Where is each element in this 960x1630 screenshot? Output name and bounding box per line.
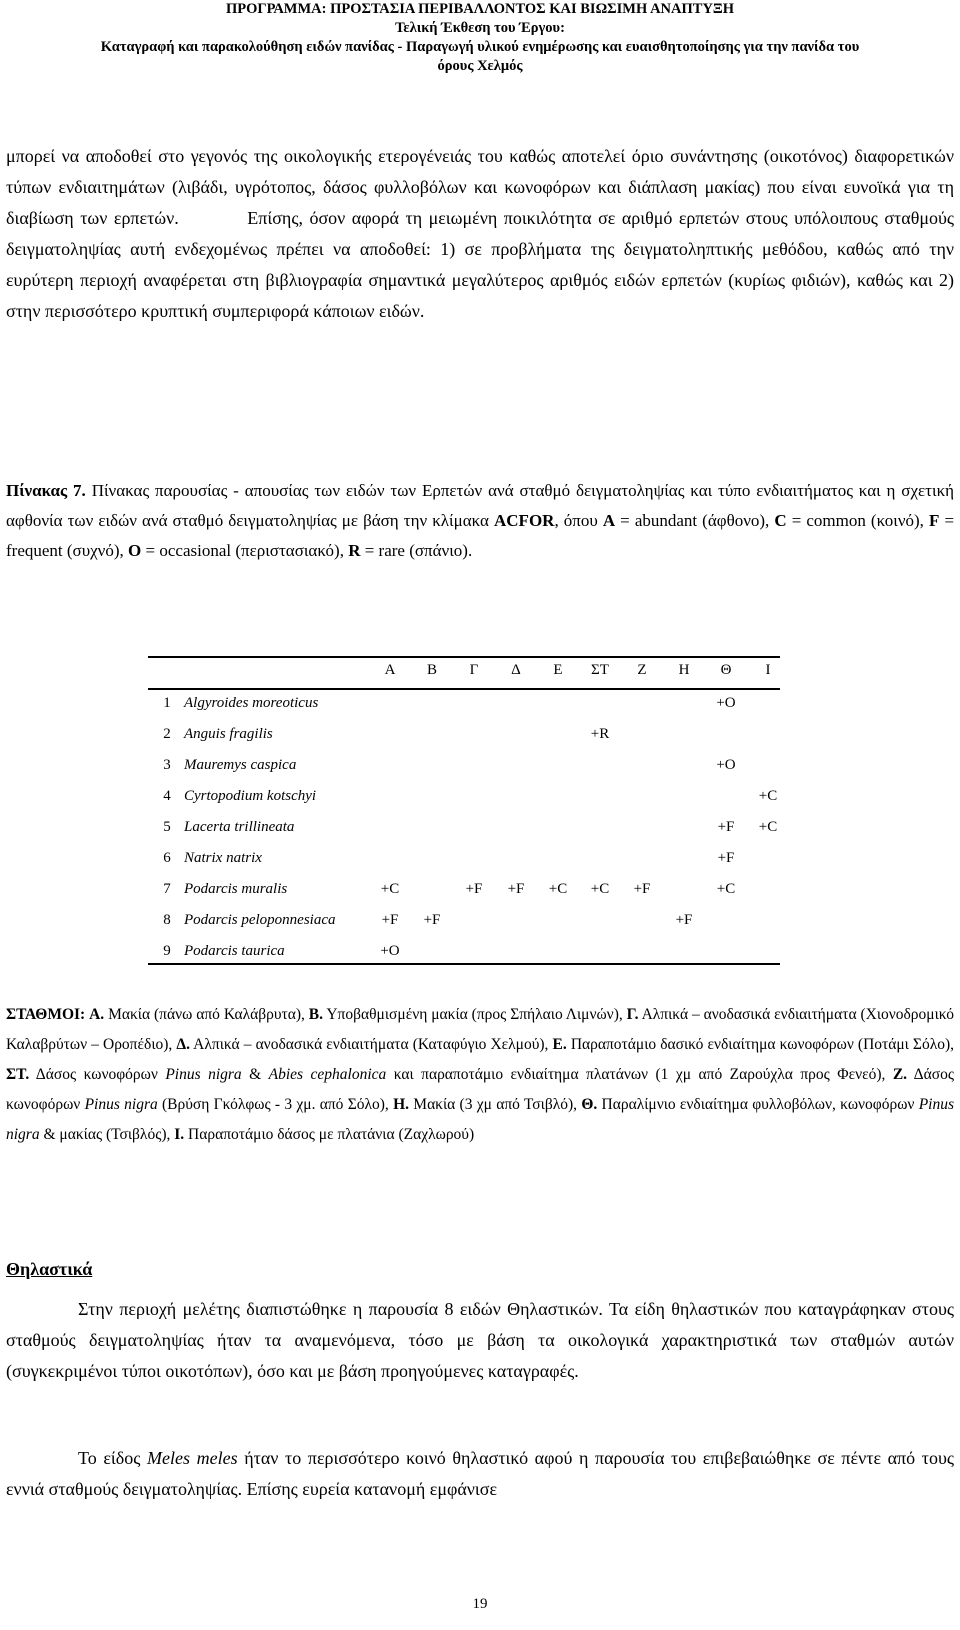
section-title-mammals: Θηλαστικά: [6, 1259, 93, 1279]
station-cell: [663, 812, 705, 843]
station-cell: [411, 843, 453, 874]
header-report-title: Τελική Έκθεση του Έργου:: [395, 20, 565, 36]
table-caption-label: Πίνακας 7.: [6, 481, 86, 500]
common-text: = common (κοινό),: [791, 511, 924, 530]
station-cell: [453, 688, 495, 719]
species-name: Podarcis taurica: [184, 943, 285, 959]
col-header: Γ: [469, 661, 479, 678]
header-program: ΠΡΟΓΡΑΜΜΑ: ΠΡΟΣΤΑΣΙΑ ΠΕΡΙΒΑΛΛΟΝΤΟΣ ΚΑΙ ΒΙΩΣΙΜΗ ΑΝΑΠΤΥΞΗ: [225, 1, 735, 17]
col-header: Ε: [553, 661, 563, 678]
station-cell: [747, 750, 789, 781]
occasional-text: = occasional (περιστασιακό),: [145, 541, 344, 560]
species-name: Anguis fragilis: [184, 726, 273, 742]
station-a: Μακία (πάνω από Καλάβρυτα),: [108, 1006, 305, 1023]
table-row: [152, 688, 789, 719]
station-cell: [495, 688, 537, 719]
station-cell: +O: [716, 757, 736, 773]
station-cell: [747, 688, 789, 719]
station-cell: [621, 688, 663, 719]
row-number: 5: [163, 819, 171, 835]
reptile-species-table: [152, 652, 789, 967]
row-number: 8: [163, 912, 171, 928]
station-d: Αλπικά – ανοδασικά ενδιαιτήματα (Καταφύγιο Χελμού),: [193, 1036, 549, 1053]
mammals-paragraph-2: [6, 1443, 954, 1505]
station-cell: [663, 750, 705, 781]
station-cell: [537, 843, 579, 874]
header-species: [182, 652, 369, 688]
station-cell: [705, 781, 747, 812]
station-a-key: Α.: [89, 1006, 105, 1023]
row-number: 4: [163, 788, 171, 804]
row-number: 9: [163, 943, 171, 959]
station-cell: [453, 750, 495, 781]
station-cell: [663, 719, 705, 750]
mammals-text-2-post: ήταν το περισσότερο κοινό θηλαστικό αφού η παρουσία του επιβεβαιώθηκε σε πέντε από τους εννιά σταθμούς δειγματοληψίας. Επίσης ευρεία κατανομή εμφάνισε: [6, 1448, 955, 1499]
station-th-pinus: Pinus nigra: [6, 1096, 955, 1143]
station-cell: +O: [716, 695, 736, 711]
station-cell: [369, 719, 411, 750]
frequent-key: F: [929, 511, 940, 530]
station-cell: [747, 936, 789, 967]
header-project-title: Καταγραφή και παρακολούθηση ειδών πανίδας - Παραγωγή υλικού ενημέρωσης και ευαισθητοποίησης για την πανίδα του: [100, 39, 860, 55]
station-cell: [747, 874, 789, 905]
document-header: [0, 0, 960, 76]
station-z-text2: (Βρύση Γκόλφως - 3 χμ. από Σόλο),: [162, 1096, 389, 1113]
station-cell: +C: [716, 881, 736, 897]
station-st-text2: και παραποτάμιο ενδιαίτημα πλατάνων (1 χμ από Ζαρούχλα προς Φενεό),: [393, 1066, 886, 1083]
acfor-scale: ACFOR: [494, 511, 555, 530]
col-header: Θ: [720, 661, 732, 678]
station-st-pinus: Pinus nigra: [165, 1066, 242, 1083]
station-cell: [411, 874, 453, 905]
station-cell: [495, 812, 537, 843]
species-name: Algyroides moreoticus: [184, 695, 319, 711]
station-h: Μακία (3 χμ από Τσιβλό),: [413, 1096, 578, 1113]
table-row: [152, 936, 789, 967]
occasional-key: O: [128, 541, 142, 560]
species-name: Natrix natrix: [184, 850, 262, 866]
table-row: [152, 781, 789, 812]
station-cell: [537, 905, 579, 936]
station-cell: +F: [675, 912, 693, 928]
station-st-key: ΣΤ.: [6, 1066, 30, 1083]
col-header: Δ: [511, 661, 521, 678]
caption-where: , όπου: [554, 511, 598, 530]
stations-legend: [6, 1000, 954, 1150]
table-caption: [6, 476, 954, 566]
station-cell: [705, 905, 747, 936]
station-e: Παραποτάμιο δασικό ενδιαίτημα κωνοφόρων (Ποτάμι Σόλο),: [570, 1036, 955, 1053]
station-cell: [579, 936, 621, 967]
station-th-key: Θ.: [581, 1096, 598, 1113]
station-cell: [705, 936, 747, 967]
station-cell: [453, 781, 495, 812]
station-i: Παραποτάμιο δάσος με πλατάνια (Ζαχλωρού): [188, 1126, 475, 1143]
species-name: Podarcis peloponnesiaca: [184, 912, 336, 928]
station-cell: [453, 719, 495, 750]
station-cell: [369, 781, 411, 812]
table-row: [152, 750, 789, 781]
station-cell: +F: [633, 881, 651, 897]
table-row: [152, 843, 789, 874]
station-cell: [453, 812, 495, 843]
species-name: Cyrtopodium kotschyi: [184, 788, 317, 804]
col-header: Ι: [765, 661, 771, 678]
col-header: Ζ: [637, 661, 647, 678]
station-cell: [537, 936, 579, 967]
station-i-key: Ι.: [174, 1126, 185, 1143]
mammals-text-1: Στην περιοχή μελέτης διαπιστώθηκε η παρουσία 8 ειδών Θηλαστικών. Τα είδη θηλαστικών που καταγράφηκαν στους σταθμούς δειγματοληψίας ήταν τα αναμενόμενα, τόσο με βάση τα οικολογικά χαρακτηριστικά των σταθμών αυτών (συγκεκριμένοι τύποι οικοτόπων), όσο και με βάση προηγούμενες καταγραφές.: [6, 1299, 954, 1381]
station-cell: +C: [758, 819, 778, 835]
station-cell: [411, 781, 453, 812]
station-th-text2: μακίας (Τσιβλός),: [59, 1126, 171, 1143]
row-number: 1: [163, 695, 171, 711]
station-cell: [621, 812, 663, 843]
page-number: 19: [472, 1596, 488, 1612]
station-cell: +C: [590, 881, 610, 897]
col-header: ΣΤ: [591, 661, 609, 678]
station-cell: [369, 688, 411, 719]
station-cell: [453, 936, 495, 967]
paragraph-text: μπορεί να αποδοθεί στο γεγονός της οικολογικής ετερογένειάς του καθώς αποτελεί όριο συνάντησης (οικοτόνος) διαφορετικών τύπων ενδιαιτημάτων (λιβάδι, υγρότοπος, δάσος φυλλοβόλων και κωνοφόρων και διάπλαση μακίας) που είναι ευνοϊκά για τη διαβίωση των ερπετών.: [6, 146, 954, 228]
station-cell: [621, 936, 663, 967]
rare-text: = rare (σπάνιο).: [364, 541, 473, 560]
station-st-and: &: [249, 1066, 262, 1083]
species-name: Lacerta trillineata: [184, 819, 295, 835]
col-header: Η: [678, 661, 690, 678]
station-cell: [495, 750, 537, 781]
station-cell: [369, 750, 411, 781]
mammals-paragraph-1: [6, 1294, 954, 1387]
reptile-diversity-paragraph: [6, 141, 954, 327]
row-number: 7: [163, 881, 171, 897]
rare-key: R: [348, 541, 361, 560]
station-cell: [453, 905, 495, 936]
station-cell: [537, 812, 579, 843]
station-cell: [495, 719, 537, 750]
station-cell: [453, 843, 495, 874]
station-b: Υποβαθμισμένη μακία (προς Σπήλαιο Λιμνών),: [326, 1006, 623, 1023]
header-num: [152, 652, 182, 688]
station-g-key: Γ.: [626, 1006, 639, 1023]
table-row: [152, 905, 789, 936]
station-cell: [495, 843, 537, 874]
station-cell: [621, 719, 663, 750]
station-cell: [495, 936, 537, 967]
station-z-text1: Δάσος κωνοφόρων: [6, 1066, 954, 1113]
table-body: [152, 688, 789, 967]
station-cell: [411, 812, 453, 843]
station-cell: [579, 905, 621, 936]
row-number: 2: [163, 726, 171, 742]
station-th-text1: Παραλίμνιο ενδιαίτημα φυλλοβόλων, κωνοφόρων: [601, 1096, 915, 1113]
station-cell: [537, 719, 579, 750]
station-cell: [663, 843, 705, 874]
station-st-abies: Abies cephalonica: [268, 1066, 387, 1083]
station-cell: [537, 781, 579, 812]
header-mountain: όρους Χελμός: [437, 58, 523, 74]
station-cell: [369, 843, 411, 874]
table-row: [152, 812, 789, 843]
station-h-key: Η.: [393, 1096, 409, 1113]
station-cell: [579, 843, 621, 874]
station-cell: +F: [465, 881, 483, 897]
station-cell: +F: [717, 850, 735, 866]
station-cell: [747, 905, 789, 936]
station-cell: [747, 843, 789, 874]
station-b-key: Β.: [308, 1006, 324, 1023]
station-cell: [663, 936, 705, 967]
station-cell: +C: [758, 788, 778, 804]
station-cell: +C: [548, 881, 568, 897]
row-number: 3: [163, 757, 171, 773]
mammals-text-2-pre: Το είδος: [78, 1448, 141, 1468]
station-g: Αλπικά – ανοδασικά ενδιαιτήματα (Χιονοδρομικό Καλαβρύτων – Οροπέδιο),: [6, 1006, 954, 1053]
station-cell: [621, 843, 663, 874]
station-d-key: Δ.: [176, 1036, 190, 1053]
paragraph-continuation: Επίσης, όσον αφορά τη μειωμένη ποικιλότητα σε αριθμό ερπετών στους υπόλοιπους σταθμούς δειγματοληψίας αυτή ενδεχομένως πρέπει να αποδοθεί: 1) σε προβλήματα της δειγματοληπτικής μεθόδου, καθώς από την ευρύτερη περιοχή αναφέρεται στη βιβλιογραφία σημαντικά μεγαλύτερος αριθμός ειδών ερπετών (κυρίως φιδιών), καθώς και 2) στην περισσότερο κρυπτική συμπεριφορά κάποιων ειδών.: [6, 208, 955, 321]
station-cell: [663, 874, 705, 905]
species-name: Podarcis muralis: [184, 881, 288, 897]
abundant-text: = abundant (άφθονο),: [620, 511, 770, 530]
station-cell: [621, 905, 663, 936]
station-cell: [369, 812, 411, 843]
col-header: Α: [384, 661, 396, 678]
station-cell: +F: [507, 881, 525, 897]
row-number: 6: [163, 850, 171, 866]
station-cell: [579, 750, 621, 781]
meles-meles-species: Meles meles: [147, 1448, 238, 1468]
station-cell: [411, 719, 453, 750]
station-st-text1: Δάσος κωνοφόρων: [35, 1066, 158, 1083]
station-cell: [495, 781, 537, 812]
station-cell: [579, 688, 621, 719]
station-cell: [663, 688, 705, 719]
station-z-key: Ζ.: [892, 1066, 908, 1083]
station-cell: [579, 781, 621, 812]
station-cell: [705, 719, 747, 750]
table-row: [152, 874, 789, 905]
station-cell: [747, 719, 789, 750]
table-row: [152, 719, 789, 750]
station-cell: +O: [380, 943, 400, 959]
table-header-row: [152, 652, 789, 688]
station-cell: [621, 750, 663, 781]
station-z-pinus: Pinus nigra: [84, 1096, 158, 1113]
station-cell: [579, 812, 621, 843]
station-cell: [411, 936, 453, 967]
station-cell: [537, 750, 579, 781]
station-cell: +F: [423, 912, 441, 928]
station-cell: [495, 905, 537, 936]
station-cell: [411, 750, 453, 781]
stations-label: ΣΤΑΘΜΟΙ:: [6, 1006, 86, 1023]
station-cell: [411, 688, 453, 719]
station-cell: +R: [590, 726, 610, 742]
station-cell: [663, 781, 705, 812]
station-cell: +C: [380, 881, 400, 897]
station-e-key: Ε.: [552, 1036, 567, 1053]
common-key: C: [774, 511, 787, 530]
station-th-and: &: [43, 1126, 56, 1143]
frequent-text: = frequent (συχνό),: [6, 511, 955, 560]
station-cell: +F: [381, 912, 399, 928]
station-cell: [621, 781, 663, 812]
species-name: Mauremys caspica: [184, 757, 297, 773]
station-cell: [537, 688, 579, 719]
col-header: Β: [426, 661, 437, 678]
abundant-key: A: [602, 511, 616, 530]
table-caption-text: Πίνακας παρουσίας - απουσίας των ειδών των Ερπετών ανά σταθμό δειγματοληψίας και τύπο ενδιαιτήματος και η σχετική αφθονία των ειδών ανά σταθμό δειγματοληψίας με βάση την κλίμακα: [6, 481, 955, 530]
station-cell: +F: [717, 819, 735, 835]
